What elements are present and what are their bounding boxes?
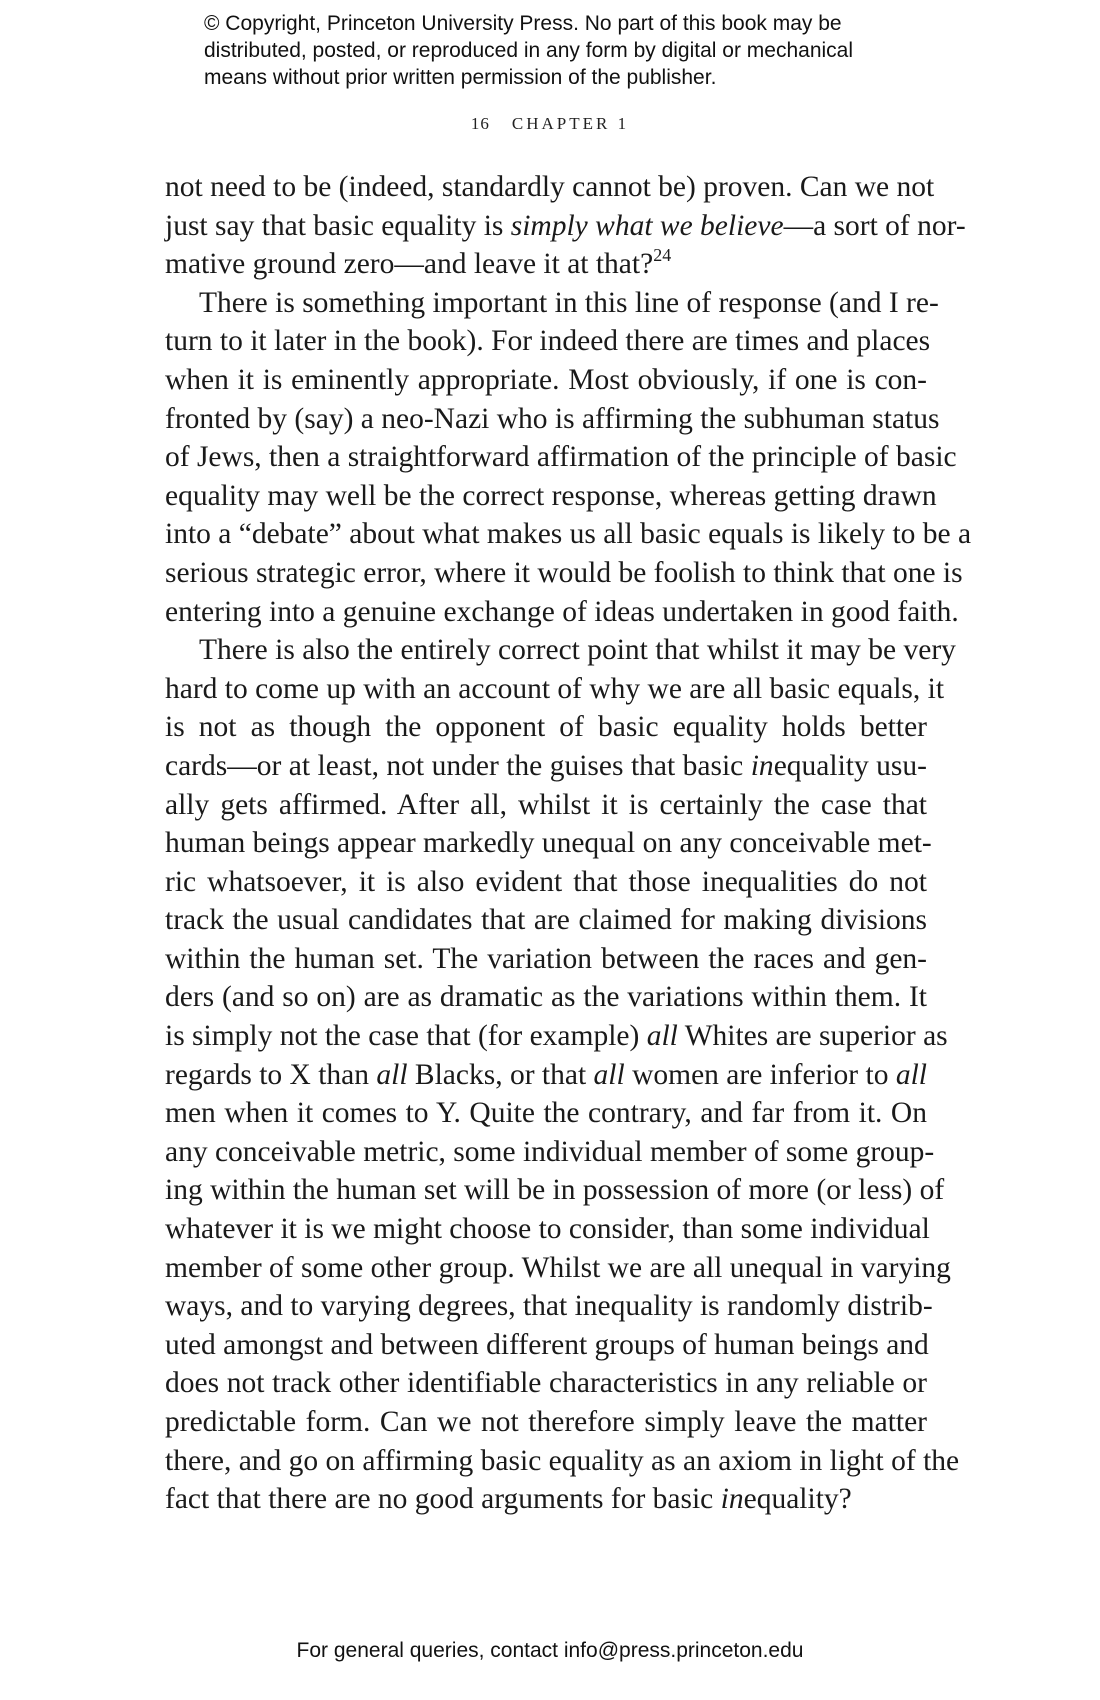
text-run: —a sort of nor- bbox=[783, 209, 966, 242]
text-line: member of some other group. Whilst we are all unequal in varying bbox=[165, 1251, 951, 1284]
text-run: equality usu- bbox=[773, 749, 927, 782]
text-line: of Jews, then a straightforward affirmation of the principle of basic bbox=[165, 441, 957, 474]
text-line: any conceivable metric, some individual member of some group- bbox=[165, 1135, 935, 1168]
text-line: ally gets affirmed. After all, whilst it is certainly the case that bbox=[165, 788, 927, 821]
text-line: ric whatsoever, it is also evident that those inequalities do not bbox=[165, 865, 927, 898]
text-run: cards—or at least, not under the guises that basic bbox=[165, 749, 751, 782]
text-line: There is also the entirely correct point that whilst it may be very bbox=[199, 634, 956, 667]
text-run: mative ground zero—and leave it at that? bbox=[165, 248, 654, 281]
text-run: is simply not the case that (for example) bbox=[165, 1020, 647, 1053]
body-text bbox=[165, 168, 972, 1519]
text-line: hard to come up with an account of why we are all basic equals, it bbox=[165, 672, 945, 705]
text-line: there, and go on affirming basic equality as an axiom in light of the bbox=[165, 1444, 960, 1477]
text-line: ders (and so on) are as dramatic as the variations within them. It bbox=[165, 981, 927, 1014]
paragraph-2 bbox=[165, 284, 972, 631]
text-line: turn to it later in the book). For indeed there are times and places bbox=[165, 325, 931, 358]
text-line: is not as though the opponent of basic equality holds better bbox=[165, 711, 927, 744]
italic-run: in bbox=[720, 1483, 744, 1516]
text-line: ing within the human set will be in possession of more (or less) of bbox=[165, 1174, 945, 1207]
text-line: predictable form. Can we not therefore simply leave the matter bbox=[165, 1406, 927, 1438]
text-line: entering into a genuine exchange of ideas undertaken in good faith. bbox=[165, 595, 959, 628]
italic-run: in bbox=[750, 749, 774, 782]
copyright-notice bbox=[204, 10, 924, 91]
text-line: not need to be (indeed, standardly cannot be) proven. Can we not bbox=[165, 171, 935, 203]
text-run: Blacks, or that bbox=[407, 1058, 594, 1091]
copyright-line: © Copyright, Princeton University Press. No part of this book may be bbox=[204, 12, 842, 35]
text-line: uted amongst and between different groups of human beings and bbox=[165, 1328, 929, 1361]
text-line: equality may well be the correct response, whereas getting drawn bbox=[165, 479, 937, 512]
italic-run: simply what we believe bbox=[510, 209, 784, 242]
page-number: 16 bbox=[470, 114, 490, 133]
text-run: women are inferior to bbox=[624, 1058, 896, 1091]
chapter-label: CHAPTER 1 bbox=[511, 114, 630, 133]
text-run: Whites are superior as bbox=[677, 1020, 948, 1053]
italic-run: all bbox=[646, 1020, 678, 1053]
text-line bbox=[165, 1480, 927, 1519]
text-line: ways, and to varying degrees, that inequality is randomly distrib- bbox=[165, 1290, 933, 1323]
text-run: regards to X than bbox=[165, 1058, 377, 1091]
copyright-line: means without prior written permission of the publisher. bbox=[204, 66, 717, 89]
text-line bbox=[165, 1056, 927, 1095]
text-line: within the human set. The variation between the races and gen- bbox=[165, 942, 927, 975]
text-line bbox=[165, 747, 927, 786]
italic-run: all bbox=[593, 1058, 625, 1091]
text-line: when it is eminently appropriate. Most obviously, if one is con- bbox=[165, 363, 927, 396]
italic-run: all bbox=[376, 1058, 408, 1091]
running-head bbox=[0, 114, 1100, 134]
paragraph-3 bbox=[165, 631, 960, 1519]
footer-contact: For general queries, contact info@press.princeton.edu bbox=[296, 1639, 804, 1662]
text-run: just say that basic equality is bbox=[165, 209, 511, 242]
text-line bbox=[165, 1017, 948, 1056]
text-line: does not track other identifiable characteristics in any reliable or bbox=[165, 1367, 927, 1400]
text-line bbox=[165, 245, 927, 284]
text-line bbox=[165, 207, 966, 246]
text-run: fact that there are no good arguments for basic bbox=[165, 1483, 721, 1516]
text-line: men when it comes to Y. Quite the contrary, and far from it. On bbox=[165, 1097, 927, 1130]
text-line: into a “debate” about what makes us all basic equals is likely to be a bbox=[165, 518, 972, 551]
footnote-marker[interactable]: 24 bbox=[653, 245, 672, 266]
text-line: fronted by (say) a neo-Nazi who is affirming the subhuman status bbox=[165, 402, 940, 435]
text-line: whatever it is we might choose to consider, than some individual bbox=[165, 1213, 930, 1246]
text-line: human beings appear markedly unequal on any conceivable met- bbox=[165, 827, 932, 860]
paragraph-1 bbox=[165, 168, 966, 284]
text-run: equality? bbox=[743, 1483, 852, 1516]
copyright-line: distributed, posted, or reproduced in any form by digital or mechanical bbox=[204, 39, 854, 62]
italic-run: all bbox=[895, 1058, 927, 1091]
text-line: serious strategic error, where it would be foolish to think that one is bbox=[165, 556, 963, 589]
text-line: There is something important in this line of response (and I re- bbox=[199, 286, 939, 319]
text-line: track the usual candidates that are claimed for making divisions bbox=[165, 904, 927, 937]
